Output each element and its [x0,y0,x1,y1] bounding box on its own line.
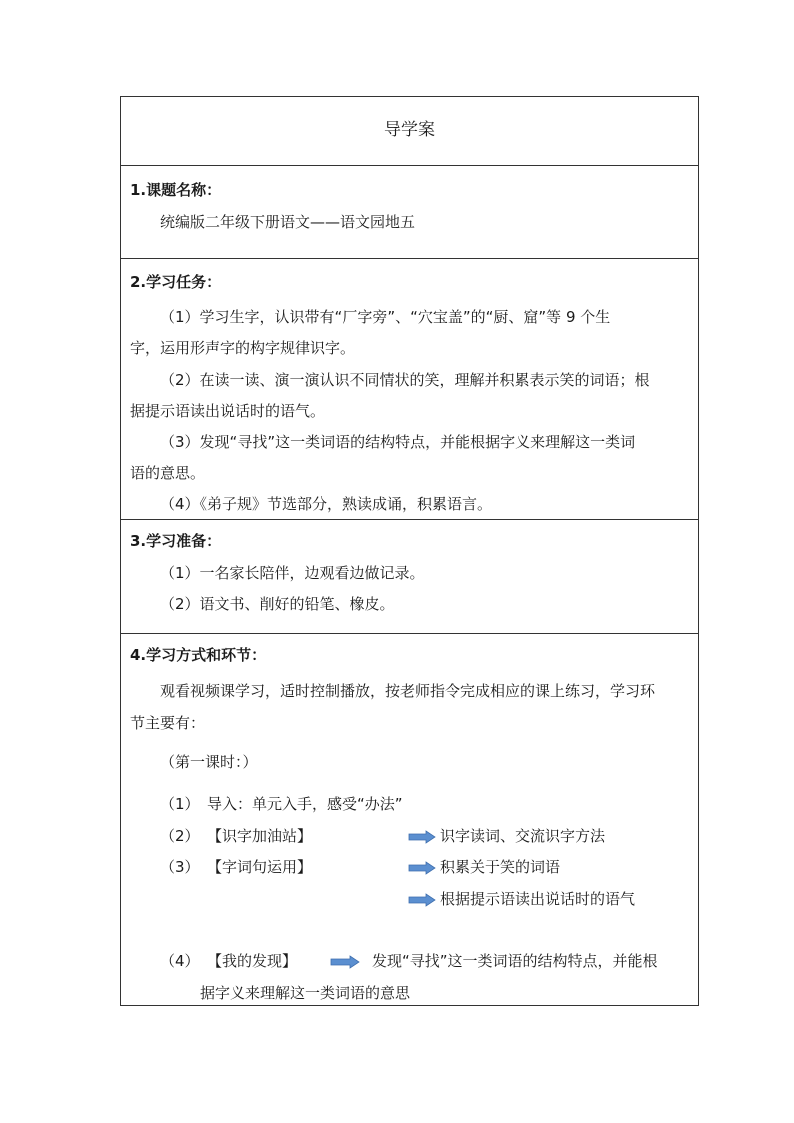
step-label: 【我的发现】 [207,952,298,970]
arrow-right-icon [408,893,436,907]
row-divider [121,258,698,259]
task-line: （4）《弟子规》节选部分，熟读成诵，积累语言。 [160,495,493,513]
arrow-right-icon [330,955,360,969]
section4-heading: 4.学习方式和环节： [130,646,267,664]
task-line: 语的意思。 [130,464,206,482]
step-result: 识字读词、交流识字方法 [440,827,606,845]
lesson-label: （第一课时：） [160,753,258,771]
arrow-right-icon [408,830,436,844]
step-result: 发现“寻找”这一类词语的结构特点，并能根 [372,952,658,970]
step-number: （3） [160,858,200,876]
guide-table [120,96,699,1006]
row-divider [121,519,698,520]
step-label: 导入：单元入手，感受“办法” [207,795,403,813]
arrow-right-icon [408,861,436,875]
step-result: 积累关于笑的词语 [440,858,561,876]
intro-line: 观看视频课学习，适时控制播放，按老师指令完成相应的课上练习，学习环 [160,682,656,700]
section2-heading: 2.学习任务： [130,273,222,291]
step-number: （2） [160,827,200,845]
step-number: （4） [160,952,200,970]
task-line: （3）发现“寻找”这一类词语的结构特点，并能根据字义来理解这一类词 [160,433,636,451]
task-line: （1）学习生字，认识带有“厂字旁”、“穴宝盖”的“厨、窟”等 9 个生 [160,308,611,326]
row-divider [121,633,698,634]
prep-line: （1）一名家长陪伴，边观看边做记录。 [160,564,425,582]
task-line: （2）在读一读、演一演认识不同情状的笑，理解并积累表示笑的词语；根 [160,371,650,389]
step-label: 【识字加油站】 [207,827,313,845]
intro-line: 节主要有： [130,714,206,732]
section3-heading: 3.学习准备： [130,532,222,550]
doc-title: 导学案 [384,120,435,140]
task-line: 字，运用形声字的构字规律识字。 [130,339,356,357]
step-label: 【字词句运用】 [207,858,313,876]
task-line: 据提示语读出说话时的语气。 [130,402,326,420]
section1-heading: 1.课题名称： [130,181,222,199]
step-result: 根据提示语读出说话时的语气 [440,890,636,908]
step-number: （1） [160,795,200,813]
course-name: 统编版二年级下册语文——语文园地五 [160,213,416,231]
prep-line: （2）语文书、削好的铅笔、橡皮。 [160,595,395,613]
step-result-continued: 据字义来理解这一类词语的意思 [200,984,411,1002]
row-divider [121,165,698,166]
